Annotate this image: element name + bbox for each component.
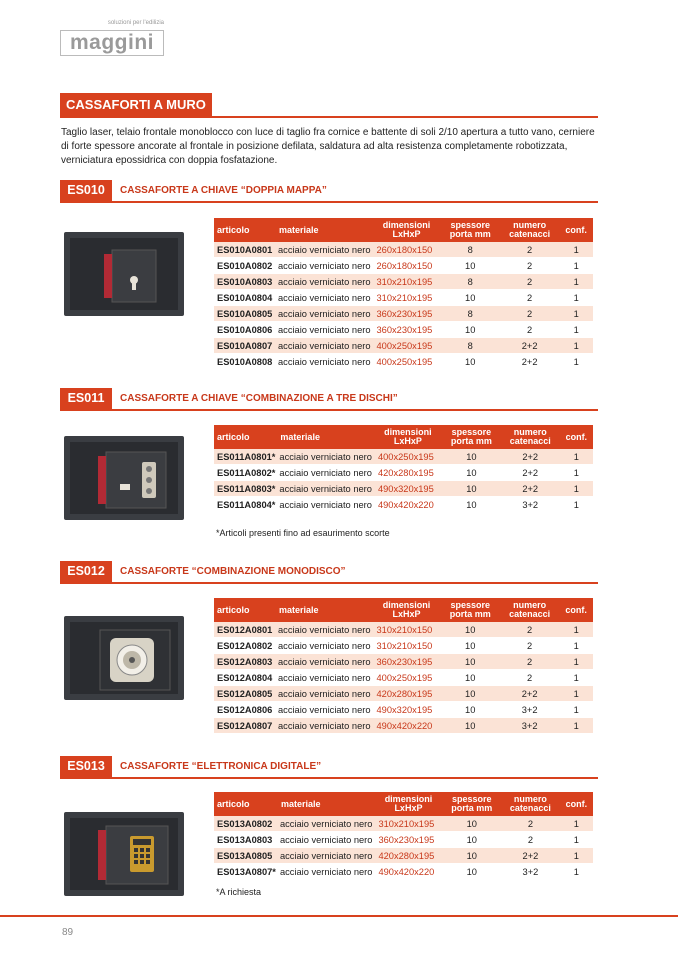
col-conf: conf. bbox=[560, 792, 593, 816]
table-header-row bbox=[214, 792, 593, 816]
col-conf: conf. bbox=[559, 218, 593, 242]
brand-name: maggini bbox=[60, 30, 164, 56]
product-divider bbox=[60, 201, 598, 203]
col-dimensioni: dimensioni LxHxP bbox=[374, 425, 442, 449]
page-number: 89 bbox=[62, 927, 74, 938]
product-table-es011 bbox=[214, 425, 593, 513]
safe-three-disc-image bbox=[62, 432, 188, 528]
table-row: ES013A0803 acciaio verniciato nero 360x230x195 10 2 1 bbox=[214, 832, 593, 848]
table-row: ES012A0805 acciaio verniciato nero 420x280x195 10 2+2 1 bbox=[214, 686, 593, 702]
col-dimensioni: dimensioni LxHxP bbox=[373, 218, 441, 242]
section-intro: Taglio laser, telaio frontale monoblocco con luce di taglio fra cornice e battente di soli 2/10 apertura a tutto vano, cerniere di forte spessore ancorate al frontale in posizione defilata, saldatura ad alta resistenza completamente robotizzata, verniciatura epossidrica con doppia fosfatazione. bbox=[61, 127, 595, 166]
table-row: ES011A0802* acciaio verniciato nero 420x280x195 10 2+2 1 bbox=[214, 465, 593, 481]
product-code-badge: ES010 bbox=[60, 180, 112, 201]
table-header-row bbox=[214, 598, 593, 622]
product-divider bbox=[60, 582, 598, 584]
col-catenacci: numero catenacci bbox=[501, 425, 560, 449]
table-row: ES010A0806 acciaio verniciato nero 360x230x195 10 2 1 bbox=[214, 322, 593, 338]
section-divider bbox=[60, 116, 598, 118]
safe-key-double-bit-image bbox=[62, 228, 188, 324]
table-row: ES012A0801 acciaio verniciato nero 310x210x150 10 2 1 bbox=[214, 622, 593, 638]
table-header-row bbox=[214, 425, 593, 449]
table-row: ES010A0801 acciaio verniciato nero 260x180x150 8 2 1 bbox=[214, 242, 593, 258]
section-title: CASSAFORTI A MURO bbox=[60, 93, 212, 117]
col-articolo: articolo bbox=[214, 218, 276, 242]
col-conf: conf. bbox=[560, 425, 593, 449]
product-code-badge: ES012 bbox=[60, 561, 112, 582]
col-spessore: spessore porta mm bbox=[442, 425, 501, 449]
footnote: *Articoli presenti fino ad esaurimento scorte bbox=[216, 528, 390, 538]
table-row: ES013A0807* acciaio verniciato nero 490x420x220 10 3+2 1 bbox=[214, 864, 593, 880]
footer-divider bbox=[0, 915, 678, 917]
table-row: ES013A0802 acciaio verniciato nero 310x210x195 10 2 1 bbox=[214, 816, 593, 832]
col-spessore: spessore porta mm bbox=[441, 218, 500, 242]
table-row: ES010A0802 acciaio verniciato nero 260x180x150 10 2 1 bbox=[214, 258, 593, 274]
col-articolo: articolo bbox=[214, 425, 277, 449]
col-materiale: materiale bbox=[278, 792, 375, 816]
safe-single-dial-image bbox=[62, 612, 188, 708]
product-title: CASSAFORTE A CHIAVE “COMBINAZIONE A TRE DISCHI” bbox=[120, 393, 398, 404]
table-row: ES011A0801* acciaio verniciato nero 400x250x195 10 2+2 1 bbox=[214, 449, 593, 465]
table-row: ES010A0805 acciaio verniciato nero 360x230x195 8 2 1 bbox=[214, 306, 593, 322]
col-catenacci: numero catenacci bbox=[500, 598, 559, 622]
col-dimensioni: dimensioni LxHxP bbox=[373, 598, 441, 622]
product-divider bbox=[60, 409, 598, 411]
table-row: ES013A0805 acciaio verniciato nero 420x280x195 10 2+2 1 bbox=[214, 848, 593, 864]
table-row: ES012A0806 acciaio verniciato nero 490x320x195 10 3+2 1 bbox=[214, 702, 593, 718]
col-spessore: spessore porta mm bbox=[441, 598, 500, 622]
product-table-es010 bbox=[214, 218, 593, 370]
col-articolo: articolo bbox=[214, 792, 278, 816]
table-row: ES010A0803 acciaio verniciato nero 310x210x195 8 2 1 bbox=[214, 274, 593, 290]
col-catenacci: numero catenacci bbox=[501, 792, 560, 816]
col-materiale: materiale bbox=[276, 218, 373, 242]
table-row: ES011A0803* acciaio verniciato nero 490x320x195 10 2+2 1 bbox=[214, 481, 593, 497]
col-spessore: spessore porta mm bbox=[442, 792, 501, 816]
product-title: CASSAFORTE “COMBINAZIONE MONODISCO” bbox=[120, 566, 346, 577]
table-row: ES010A0807 acciaio verniciato nero 400x250x195 8 2+2 1 bbox=[214, 338, 593, 354]
product-code-badge: ES011 bbox=[60, 388, 112, 409]
table-row: ES010A0804 acciaio verniciato nero 310x210x195 10 2 1 bbox=[214, 290, 593, 306]
brand-logo bbox=[60, 20, 170, 62]
product-divider bbox=[60, 777, 598, 779]
col-dimensioni: dimensioni LxHxP bbox=[374, 792, 442, 816]
table-header-row bbox=[214, 218, 593, 242]
safe-electronic-keypad-image bbox=[62, 808, 188, 904]
product-code-badge: ES013 bbox=[60, 756, 112, 777]
col-conf: conf. bbox=[559, 598, 593, 622]
product-title: CASSAFORTE A CHIAVE “DOPPIA MAPPA” bbox=[120, 185, 327, 196]
col-articolo: articolo bbox=[214, 598, 276, 622]
table-row: ES012A0804 acciaio verniciato nero 400x250x195 10 2 1 bbox=[214, 670, 593, 686]
product-table-es012 bbox=[214, 598, 593, 734]
col-materiale: materiale bbox=[276, 598, 373, 622]
table-row: ES012A0807 acciaio verniciato nero 490x420x220 10 3+2 1 bbox=[214, 718, 593, 734]
table-row: ES010A0808 acciaio verniciato nero 400x250x195 10 2+2 1 bbox=[214, 354, 593, 370]
table-row: ES012A0803 acciaio verniciato nero 360x230x195 10 2 1 bbox=[214, 654, 593, 670]
col-catenacci: numero catenacci bbox=[500, 218, 559, 242]
col-materiale: materiale bbox=[277, 425, 374, 449]
table-row: ES011A0804* acciaio verniciato nero 490x420x220 10 3+2 1 bbox=[214, 497, 593, 513]
table-row: ES012A0802 acciaio verniciato nero 310x210x150 10 2 1 bbox=[214, 638, 593, 654]
footnote: *A richiesta bbox=[216, 887, 262, 897]
brand-tagline: soluzioni per l'edilizia bbox=[107, 20, 164, 26]
product-title: CASSAFORTE “ELETTRONICA DIGITALE” bbox=[120, 761, 322, 772]
product-table-es013 bbox=[214, 792, 593, 880]
